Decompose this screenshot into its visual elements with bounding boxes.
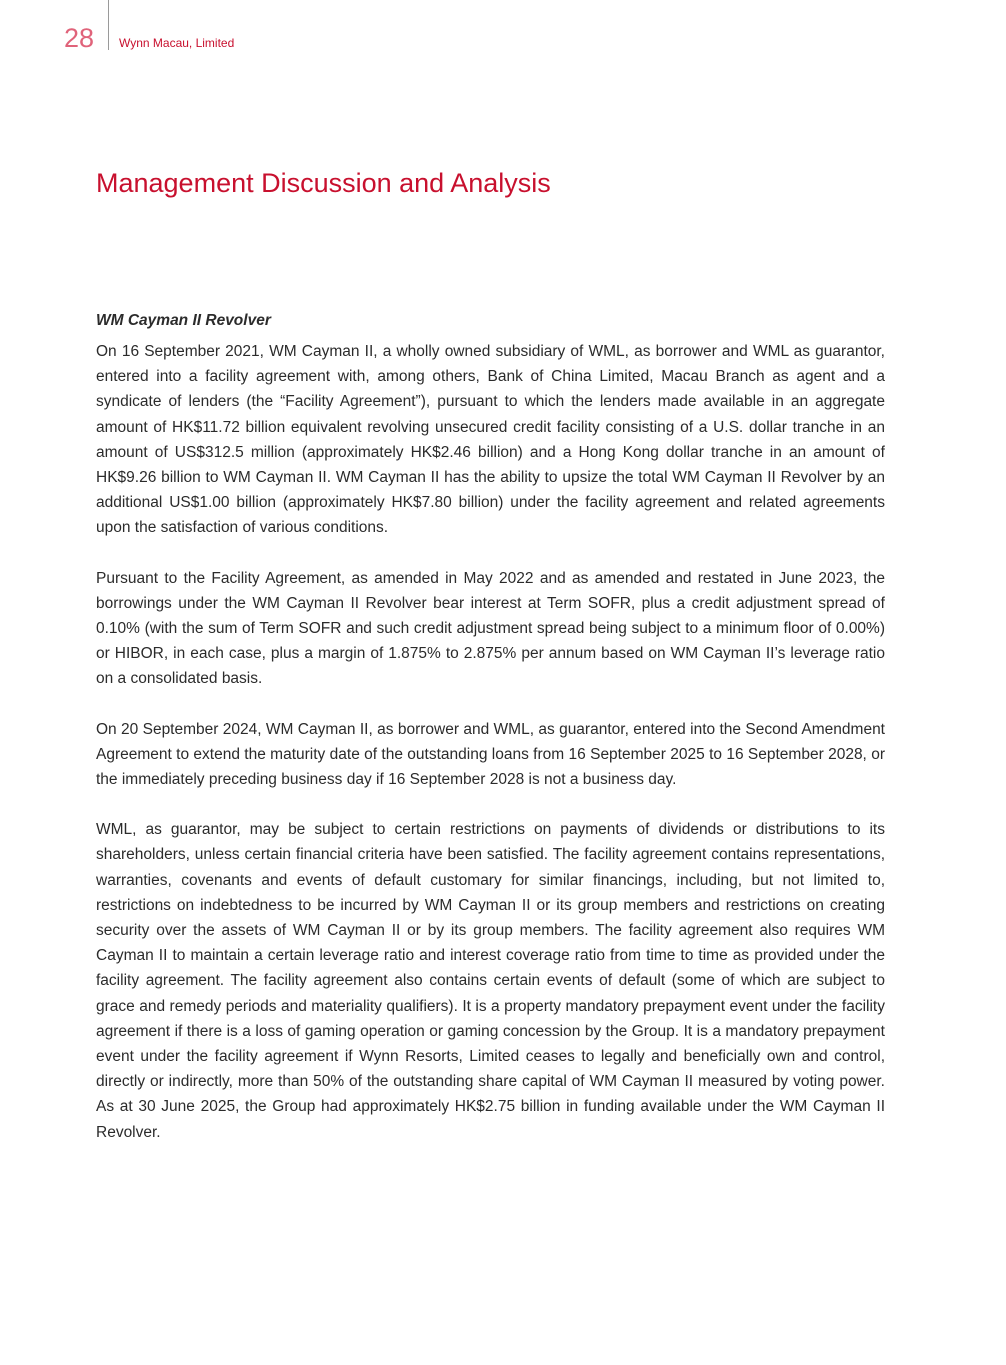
page-number: 28 xyxy=(64,23,95,53)
paragraph-3: On 20 September 2024, WM Cayman II, as borrower and WML, as guarantor, entered into the Second Amendment Agreement to extend the maturity date of the outstanding loans from 16 September 2025 to 16 September 2028, or the immediately preceding business day if 16 September 2028 is not a business day. xyxy=(96,720,885,789)
paragraph-1: On 16 September 2021, WM Cayman II, a wholly owned subsidiary of WML, as borrower and WML as guarantor, entered into a facility agreement with, among others, Bank of China Limited, Macau Branch as agent and a syndicate of lenders (the “Facility Agreement”), pursuant to which the lenders made available in an aggregate amount of HK$11.72 billion equivalent revolving unsecured credit facility consisting of a U.S. dollar tranche in an amount of US$312.5 million (approximately HK$2.46 billion) and a Hong Kong dollar tranche in an amount of HK$9.26 billion to WM Cayman II. WM Cayman II has the ability to upsize the total WM Cayman II Revolver by an additional US$1.00 billion (approximately HK$7.80 billion) under the facility agreement and related agreements upon the satisfaction of various conditions. xyxy=(96,343,885,537)
paragraph-2: Pursuant to the Facility Agreement, as amended in May 2022 and as amended and restated in June 2023, the borrowings under the WM Cayman II Revolver bear interest at Term SOFR, plus a credit adjustment spread of 0.10% (with the sum of Term SOFR and such credit adjustment spread being subject to a minimum floor of 0.00%) or HIBOR, in each case, plus a margin of 1.875% to 2.875% per annum based on WM Cayman II’s leverage ratio on a consolidated basis. xyxy=(96,569,885,688)
paragraph-4: WML, as guarantor, may be subject to certain restrictions on payments of dividends or distributions to its shareholders, unless certain financial criteria have been satisfied. The facility agreement contains representations, warranties, covenants and events of default customary for similar financings, including, but not limited to, restrictions on indebtedness to be incurred by WM Cayman II or its group members and restrictions on creating security over the assets of WM Cayman II or by its group members. The facility agreement also requires WM Cayman II to maintain a certain leverage ratio and interest coverage ratio from time to time as provided under the facility agreement. The facility agreement also contains certain events of default (some of which are subject to grace and remedy periods and materiality qualifiers). It is a property mandatory prepayment event under the facility agreement if there is a loss of gaming operation or gaming concession by the Group. It is a mandatory prepayment event under the facility agreement if Wynn Resorts, Limited ceases to legally and beneficially own and control, directly or indirectly, more than 50% of the outstanding share capital of WM Cayman II measured by voting power. As at 30 June 2025, the Group had approximately HK$2.75 billion in funding available under the WM Cayman II Revolver. xyxy=(96,821,885,1141)
subheading: WM Cayman II Revolver xyxy=(96,312,271,329)
company-name: Wynn Macau, Limited xyxy=(119,36,235,50)
section-title: Management Discussion and Analysis xyxy=(96,168,551,198)
header-divider xyxy=(108,0,109,50)
main-content xyxy=(96,309,885,1170)
